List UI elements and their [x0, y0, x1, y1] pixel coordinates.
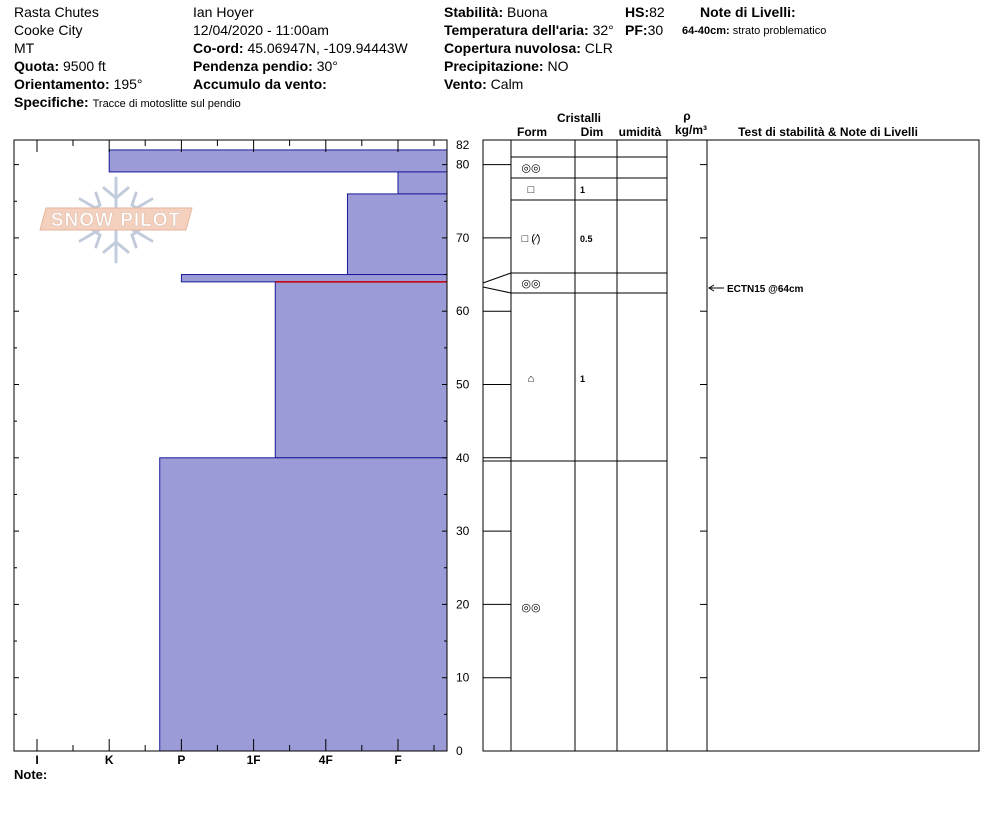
wind-value: Calm — [490, 76, 524, 92]
depth-tick-label: 0 — [456, 744, 463, 758]
hardness-label: P — [177, 753, 186, 767]
air-temp-value: 32° — [592, 22, 614, 38]
layer-notes-label: Note di Livelli: — [700, 4, 796, 20]
depth-tick-label: 10 — [456, 670, 470, 685]
slope-value: 30° — [316, 58, 338, 74]
crystal-size-value: 1 — [580, 374, 586, 384]
notes-label: Note: — [14, 767, 48, 782]
crystal-form-symbol: ◎◎ — [521, 602, 541, 614]
hardness-label: K — [104, 753, 114, 767]
size-header: Dim — [580, 125, 604, 139]
tests-header: Test di stabilità & Note di Livelli — [738, 125, 918, 139]
hs-value: 82 — [649, 4, 665, 20]
crystal-form-symbol: ◎◎ — [521, 278, 541, 290]
depth-tick-label: 50 — [456, 377, 470, 392]
coord-value: 45.06947N, -109.94443W — [247, 40, 408, 56]
specifics-label: Specifiche: — [14, 94, 89, 110]
crystal-form-symbol: ◎◎ — [521, 162, 541, 175]
hs-label: HS: — [625, 4, 650, 20]
hardness-plot — [109, 150, 447, 751]
layer-note-text: strato problematico — [732, 25, 827, 37]
hardness-label: 1F — [246, 753, 261, 767]
density-header: kg/m³ — [674, 123, 708, 137]
observer-name: Ian Hoyer — [193, 4, 254, 20]
crystal-table-frame — [483, 140, 979, 751]
precip-label: Precipitazione: — [444, 58, 544, 74]
snow-layer-bar — [109, 150, 447, 172]
crystal-size-value: 0.5 — [580, 234, 593, 244]
sky-label: Copertura nuvolosa: — [444, 40, 581, 56]
test-note-text: ECTN15 @64cm — [727, 284, 804, 295]
hardness-label: 4F — [318, 753, 333, 767]
snowpilot-logo — [40, 178, 192, 262]
depth-tick-label: 80 — [456, 157, 470, 172]
depth-connector — [483, 287, 511, 293]
obs-datetime: 12/04/2020 - 11:00am — [193, 22, 329, 38]
city-name: Cooke City — [14, 22, 83, 38]
depth-tick-label: 70 — [456, 230, 470, 245]
slope-label: Pendenza pendio: — [193, 58, 313, 74]
aspect-label: Orientamento: — [14, 76, 110, 92]
wind-loading-label: Accumulo da vento: — [193, 76, 327, 92]
crystal-form-symbol: □ (⁄) — [521, 233, 541, 245]
snow-layer-bar — [160, 458, 447, 751]
moisture-header: umidità — [618, 125, 662, 139]
layer-note-range: 64-40cm: — [682, 25, 730, 37]
location-name: Rasta Chutes — [14, 4, 99, 20]
coord-label: Co-ord: — [193, 40, 244, 56]
pf-value: 30 — [647, 22, 664, 38]
depth-tick-label: 30 — [456, 524, 470, 539]
crystal-form-symbol: □ — [527, 184, 535, 196]
wind-label: Vento: — [444, 76, 487, 92]
elevation-value: 9500 ft — [63, 58, 106, 74]
state-name: MT — [14, 40, 35, 56]
sky-value: CLR — [584, 40, 613, 56]
snow-layer-bar — [398, 172, 447, 194]
crystal-size-value: 1 — [580, 185, 586, 195]
aspect-value: 195° — [113, 76, 143, 92]
depth-tick-label: 40 — [456, 450, 470, 465]
snow-layer-bar — [347, 194, 447, 275]
depth-tick-label: 20 — [456, 597, 470, 612]
stability-label: Stabilità: — [444, 4, 504, 20]
stability-value: Buona — [507, 4, 548, 20]
stability-test-marker — [709, 284, 804, 295]
snow-layer-bar — [275, 282, 447, 458]
form-header: Form — [517, 125, 547, 139]
crystals-header: Cristalli — [556, 111, 602, 125]
precip-value: NO — [547, 58, 569, 74]
logo-text: SNOW PILOT — [50, 210, 182, 231]
rho-header: ρ — [683, 109, 691, 123]
hardness-label: F — [394, 753, 402, 767]
depth-tick-label: 82 — [456, 137, 470, 152]
snow-layer-bar — [181, 275, 447, 282]
specifics-value: Tracce di motoslitte sul pendio — [92, 98, 241, 110]
crystal-form-symbol: ⌂ — [527, 373, 535, 385]
depth-tick-label: 60 — [456, 304, 470, 319]
pf-label: PF: — [625, 22, 648, 38]
elevation-label: Quota: — [14, 58, 60, 74]
air-temp-label: Temperatura dell'aria: — [444, 22, 589, 38]
hardness-label: I — [35, 753, 39, 767]
depth-connector — [483, 273, 511, 283]
